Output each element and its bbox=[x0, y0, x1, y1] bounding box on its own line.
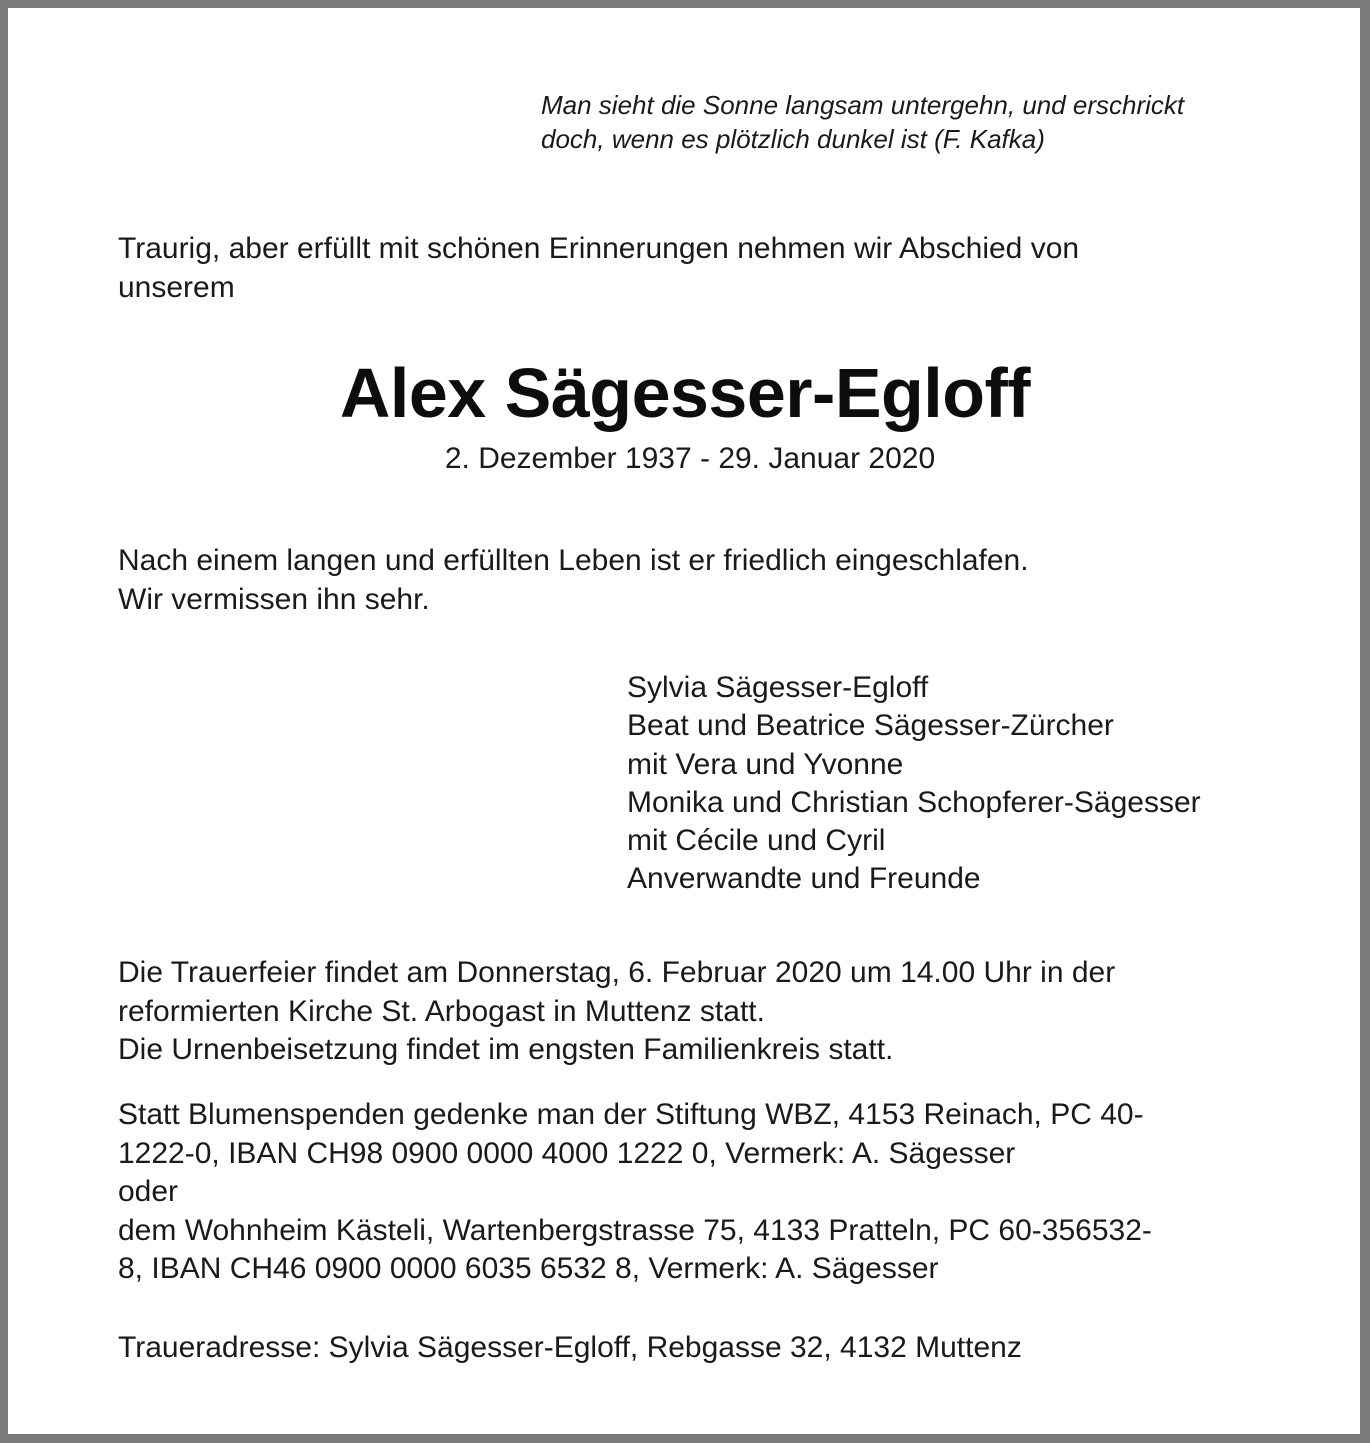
kafka-quote bbox=[541, 88, 1261, 156]
message-text bbox=[118, 542, 1258, 619]
obituary-page bbox=[8, 8, 1360, 1434]
donation-line-5: 8, IBAN CH46 0900 0000 6035 6532 8, Vermerk: A. Sägesser bbox=[118, 1252, 939, 1285]
intro-line-2: unserem bbox=[118, 270, 235, 304]
donation-info bbox=[118, 1096, 1258, 1289]
funeral-info bbox=[118, 954, 1258, 1070]
donation-line-1: Statt Blumenspenden gedenke man der Stiftung WBZ, 4153 Reinach, PC 40- bbox=[118, 1098, 1144, 1131]
mourner-item: Sylvia Sägesser-Egloff bbox=[627, 671, 929, 704]
funeral-line-3: Die Urnenbeisetzung findet im engsten Familienkreis statt. bbox=[118, 1033, 894, 1066]
intro-text bbox=[118, 230, 1258, 307]
donation-line-3: oder bbox=[118, 1175, 179, 1208]
mourner-item: Anverwandte und Freunde bbox=[627, 862, 981, 896]
deceased-name: Alex Sägesser-Egloff bbox=[339, 354, 1031, 432]
donation-line-2: 1222-0, IBAN CH98 0900 0000 4000 1222 0, Vermerk: A. Sägesser bbox=[118, 1136, 1016, 1170]
funeral-line-1: Die Trauerfeier findet am Donnerstag, 6. Februar 2020 um 14.00 Uhr in der bbox=[118, 956, 1116, 989]
mourner-item: mit Cécile und Cyril bbox=[627, 824, 886, 858]
mourner-item: mit Vera und Yvonne bbox=[627, 747, 904, 781]
mourner-item: Beat und Beatrice Sägesser-Zürcher bbox=[627, 709, 1114, 743]
message-line-2: Wir vermissen ihn sehr. bbox=[118, 582, 430, 616]
quote-line-2: doch, wenn es plötzlich dunkel ist (F. Kafka) bbox=[541, 124, 1045, 154]
funeral-line-2: reformierten Kirche St. Arbogast in Muttenz statt. bbox=[118, 994, 765, 1028]
quote-line-1: Man sieht die Sonne langsam untergehn, und erschrickt bbox=[541, 90, 1185, 120]
intro-line-1: Traurig, aber erfüllt mit schönen Erinnerungen nehmen wir Abschied von bbox=[118, 232, 1080, 265]
mourning-address bbox=[118, 1329, 1258, 1368]
message-line-1: Nach einem langen und erfüllten Leben ist er friedlich eingeschlafen. bbox=[118, 544, 1029, 577]
address-line: Traueradresse: Sylvia Sägesser-Egloff, Rebgasse 32, 4132 Muttenz bbox=[118, 1331, 1022, 1364]
mourners-list bbox=[627, 669, 1201, 899]
life-dates: 2. Dezember 1937 - 29. Januar 2020 bbox=[444, 442, 936, 475]
donation-line-4: dem Wohnheim Kästeli, Wartenbergstrasse 75, 4133 Pratteln, PC 60-356532- bbox=[118, 1213, 1152, 1247]
mourner-item: Monika und Christian Schopferer-Sägesser bbox=[627, 785, 1201, 819]
